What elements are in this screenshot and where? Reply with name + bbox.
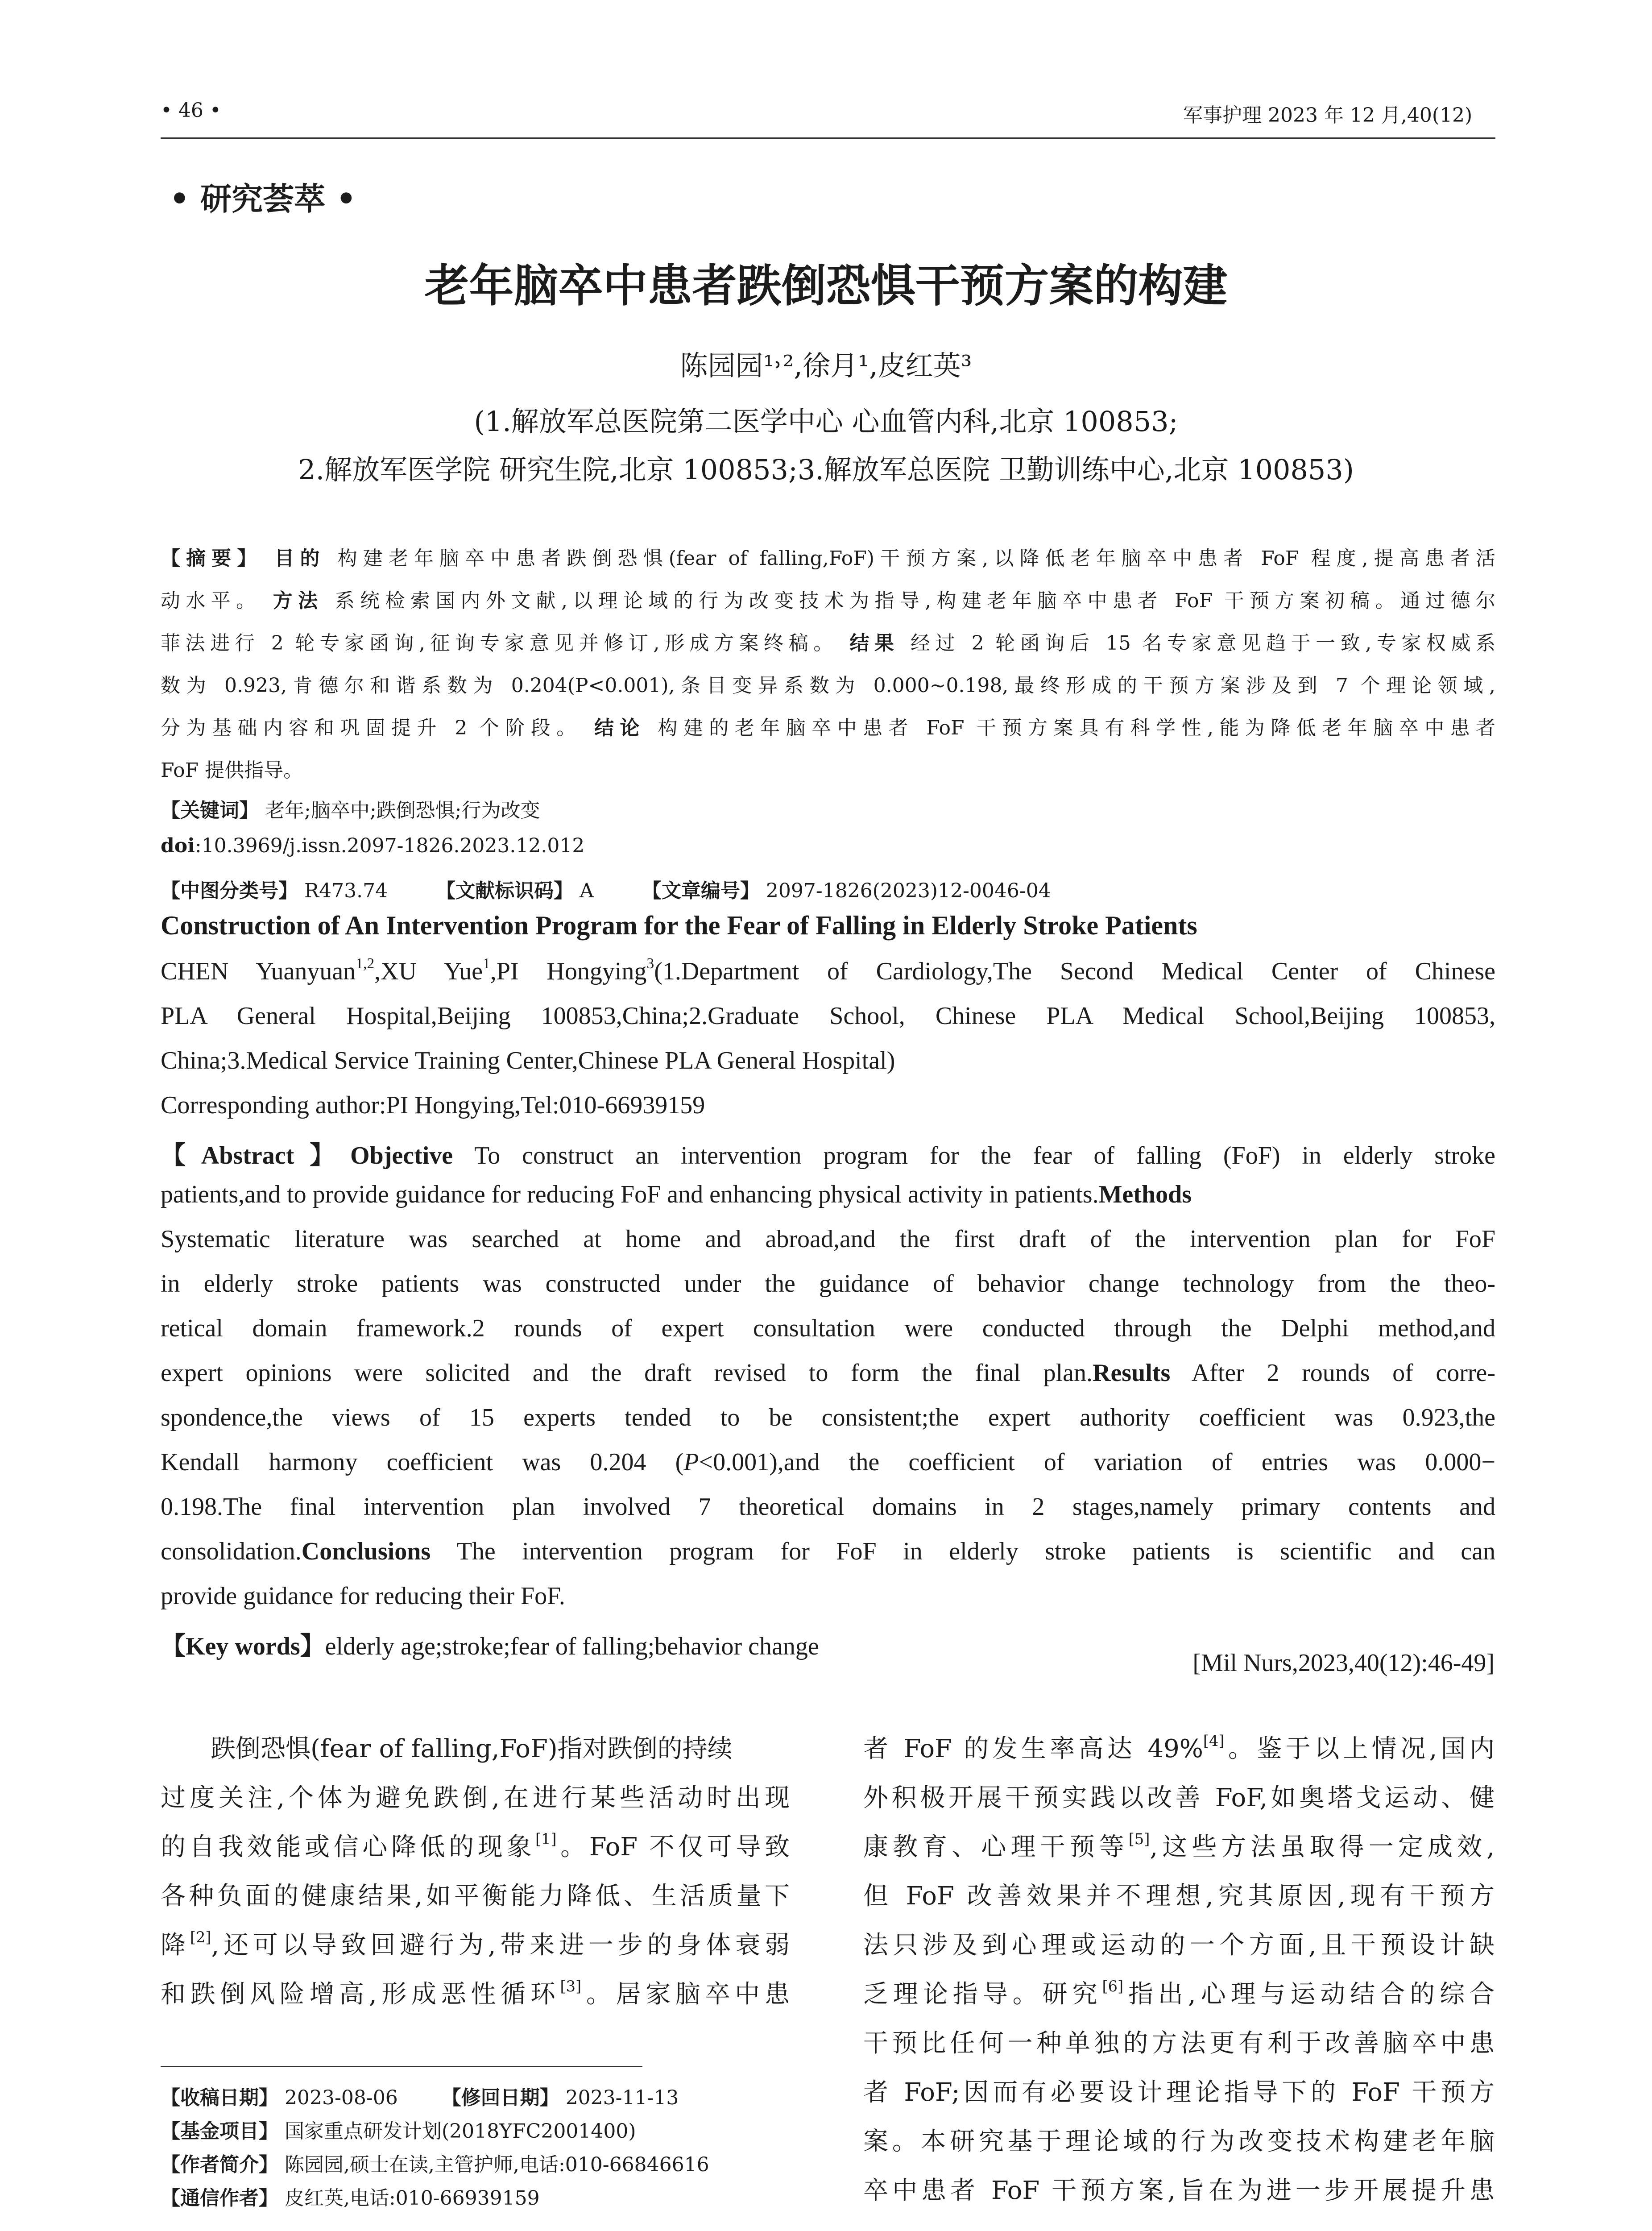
abstract-cn-objective-label: 目的 <box>274 547 326 570</box>
doc-code-label: 【文献标识码】 <box>436 879 574 902</box>
abstract-en-text: P <box>683 1448 699 1476</box>
footnote-value: 国家重点研发计划(2018YFC2001400) <box>285 2120 636 2143</box>
abstract-cn-text: 菲法进行 2 轮专家函询,征询专家意见并修订,形成方案终稿。 <box>161 632 838 655</box>
abstract-en-conclusions-label: Conclusions <box>301 1538 431 1565</box>
body-text: 。鉴于以上情况,国内 <box>1224 1734 1495 1763</box>
footnote-received <box>161 2082 679 2110</box>
footnote-value: 2023-11-13 <box>565 2086 679 2109</box>
body-paragraph-line <box>161 1925 790 1961</box>
body-paragraph-line: 过度关注,个体为避免跌倒,在进行某些活动时出现 <box>161 1783 790 1812</box>
doi <box>161 834 1495 857</box>
body-text: 和跌倒风险增高,形成恶性循环 <box>161 1980 560 2009</box>
affiliation-en-line: PLA General Hospital,Beijing 100853,China;2.Graduate School, Chinese PLA Medical School,Beijing 100853, <box>161 1002 1495 1030</box>
body-text: 降 <box>161 1931 190 1960</box>
author-superscript: 3 <box>646 955 654 972</box>
footnote-rule <box>161 2066 642 2067</box>
footnote-label: 【修回日期】 <box>441 2086 559 2109</box>
keywords-en-text: elderly age;stroke;fear of falling;behavior change <box>325 1633 819 1660</box>
article-title-en: Construction of An Intervention Program for the Fear of Falling in Elderly Stroke Patients <box>161 911 1197 940</box>
body-paragraph-line <box>161 1974 790 2010</box>
body-paragraph-line: 干预比任何一种单独的方法更有利于改善脑卒中患 <box>863 2029 1495 2058</box>
abstract-en-text: Kendall harmony coefficient was 0.204 ( <box>161 1448 684 1476</box>
footnote-value: 2023-08-06 <box>285 2086 398 2109</box>
body-paragraph-line <box>863 1729 1495 1765</box>
footnote-value: 陈园园,硕士在读,主管护师,电话:010-66846616 <box>285 2153 709 2176</box>
body-paragraph-line: 者 FoF;因而有必要设计理论指导下的 FoF 干预方 <box>863 2078 1495 2107</box>
abstract-en-line: spondence,the views of 15 experts tended to be consistent;the expert authority coefficient was 0.923,the <box>161 1404 1495 1431</box>
abstract-en-line: 0.198.The final intervention plan involved 7 theoretical domains in 2 stages,namely primary contents and <box>161 1493 1495 1521</box>
affiliation-cn-line-2: 2.解放军医学院 研究生院,北京 100853;3.解放军总医院 卫勤训练中心,北京 100853) <box>298 453 1354 486</box>
body-text: 者 FoF 的发生率高达 49% <box>863 1734 1203 1763</box>
doi-text: :10.3969/j.issn.2097-1826.2023.12.012 <box>195 834 585 857</box>
keywords-en-label: 【Key words】 <box>161 1633 325 1660</box>
citation-ref: [6] <box>1102 1978 1124 1995</box>
abstract-en-text: expert opinions were solicited and the draft revised to form the final plan. <box>161 1359 1093 1387</box>
article-number-label: 【文章编号】 <box>642 879 760 902</box>
body-text: 乏理论指导。研究 <box>863 1980 1102 2009</box>
abstract-en-line: in elderly stroke patients was constructed under the guidance of behavior change technology from the theo- <box>161 1270 1495 1298</box>
abstract-cn-text: 分为基础内容和巩固提升 2 个阶段。 <box>161 717 582 739</box>
keywords-cn-label: 【关键词】 <box>161 799 259 822</box>
abstract-cn-text: 构建老年脑卒中患者跌倒恐惧(fear of falling,FoF)干预方案,以降低老年脑卒中患者 FoF 程度,提高患者活 <box>337 547 1496 570</box>
abstract-cn-line: FoF 提供指导。 <box>161 759 303 782</box>
body-paragraph-line: 案。本研究基于理论域的行为改变技术构建老年脑 <box>863 2127 1495 2156</box>
abstract-en-text: patients,and to provide guidance for reducing FoF and enhancing physical activity in patients. <box>161 1181 1099 1208</box>
footnote-label: 【通信作者】 <box>161 2187 278 2210</box>
abstract-en-line: Systematic literature was searched at home and abroad,and the first draft of the intervention plan for FoF <box>161 1225 1495 1253</box>
abstract-en-results-label: Results <box>1093 1359 1171 1387</box>
citation-ref: [3] <box>560 1978 582 1995</box>
body-text: 的自我效能或信心降低的现象 <box>161 1833 535 1862</box>
affiliation-cn-line-1: (1.解放军总医院第二医学中心 心血管内科,北京 100853; <box>474 405 1178 438</box>
body-text: 。居家脑卒中患 <box>581 1980 790 2009</box>
abstract-en-text: <0.001),and the coefficient of variation of entries was 0.000− <box>699 1448 1496 1476</box>
body-text: 。FoF 不仅可导致 <box>556 1833 790 1862</box>
abstract-cn-label: 【摘要】 <box>161 547 263 570</box>
body-paragraph-line: 跌倒恐惧(fear of falling,FoF)指对跌倒的持续 <box>211 1734 733 1763</box>
keywords-cn-text: 老年;脑卒中;跌倒恐惧;行为改变 <box>265 799 540 822</box>
abstract-en-label: 【Abstract】 <box>161 1142 350 1169</box>
clc-value: R473.74 <box>304 879 388 902</box>
abstract-cn-results-label: 结果 <box>849 632 899 655</box>
body-paragraph-line: 但 FoF 改善效果并不理想,究其原因,现有干预方 <box>863 1882 1495 1911</box>
abstract-en-line: retical domain framework.2 rounds of expert consultation were conducted through the Delphi method,and <box>161 1315 1495 1342</box>
abstract-cn-conclusion-label: 结论 <box>594 717 646 739</box>
abstract-en-text: To construct an intervention program for the fear of falling (FoF) in elderly stroke <box>474 1142 1496 1169</box>
abstract-cn-text: 动水平。 <box>161 589 261 612</box>
author-name: CHEN Yuanyuan <box>161 958 356 985</box>
footnote-author <box>161 2148 709 2177</box>
abstract-en-line <box>161 1180 1495 1209</box>
abstract-cn-text: 经过 2 轮函询后 15 名专家意见趋于一致,专家权威系 <box>910 632 1495 655</box>
section-label: • 研究荟萃 • <box>170 181 356 217</box>
abstract-en-text: After 2 rounds of corre- <box>1191 1359 1495 1387</box>
body-paragraph-line <box>161 1827 790 1863</box>
abstract-en-text: The intervention program for FoF in elderly stroke patients is scientific and can <box>456 1538 1495 1565</box>
body-text: 指出,心理与运动结合的综合 <box>1123 1980 1495 2009</box>
abstract-cn-line: 数为 0.923,肯德尔和谐系数为 0.204(P<0.001),条目变异系数为 0.000~0.198,最终形成的干预方案涉及到 7 个理论领域, <box>161 674 1495 697</box>
footnote-corresponding <box>161 2182 540 2210</box>
abstract-cn-line <box>161 712 1495 740</box>
article-number-value: 2097-1826(2023)12-0046-04 <box>766 879 1051 902</box>
abstract-cn-line <box>161 542 1495 571</box>
page-number: • 46 • <box>161 99 221 122</box>
footnote-label: 【基金项目】 <box>161 2120 278 2143</box>
corresponding-author-en: Corresponding author:PI Hongying,Tel:010-66939159 <box>161 1091 705 1119</box>
author-superscript: 1,2 <box>356 955 375 972</box>
abstract-en-text: consolidation. <box>161 1538 302 1565</box>
author-name: ,XU Yue <box>374 958 483 985</box>
body-paragraph-line <box>863 1827 1495 1863</box>
citation-ref: [2] <box>190 1928 211 1946</box>
abstract-en-line <box>161 1537 1495 1566</box>
citation-ref: [1] <box>535 1830 557 1848</box>
clc-label: 【中图分类号】 <box>161 879 298 902</box>
body-text: ,这些方法虽取得一定成效, <box>1150 1833 1495 1862</box>
abstract-en-line <box>161 1448 1495 1476</box>
header-rule <box>161 137 1495 139</box>
journal-header: 军事护理 2023 年 12 月,40(12) <box>1183 104 1473 127</box>
footnote-label: 【收稿日期】 <box>161 2086 278 2109</box>
abstract-en-methods-label: Methods <box>1098 1181 1192 1208</box>
body-paragraph-line: 法只涉及到心理或运动的一个方面,且干预设计缺 <box>863 1931 1495 1960</box>
affiliation-en: (1.Department of Cardiology,The Second Medical Center of Chinese <box>654 958 1495 985</box>
classification <box>161 875 1495 903</box>
doc-code-value: A <box>580 879 594 902</box>
authors-en-line <box>161 957 1495 986</box>
body-paragraph-line <box>863 1974 1495 2010</box>
abstract-en-line: provide guidance for reducing their FoF. <box>161 1582 565 1610</box>
body-text: 康教育、心理干预等 <box>863 1833 1129 1862</box>
abstract-cn-text: 系统检索国内外文献,以理论域的行为改变技术为指导,构建老年脑卒中患者 FoF 干预方案初稿。通过德尔 <box>335 589 1495 612</box>
abstract-cn-line <box>161 585 1495 613</box>
abstract-en-line <box>161 1359 1495 1387</box>
body-paragraph-line: 外积极开展干预实践以改善 FoF,如奥塔戈运动、健 <box>863 1783 1495 1812</box>
doi-label: doi <box>161 834 195 857</box>
citation-ref: [5] <box>1128 1830 1150 1848</box>
abstract-en-line <box>161 1136 1495 1171</box>
body-paragraph-line: 卒中患者 FoF 干预方案,旨在为进一步开展提升患 <box>863 2176 1495 2205</box>
footnote-fund <box>161 2115 636 2144</box>
body-text: ,还可以导致回避行为,带来进一步的身体衰弱 <box>211 1931 790 1960</box>
abstract-cn-methods-label: 方法 <box>273 589 323 612</box>
affiliation-en-line: China;3.Medical Service Training Center,Chinese PLA General Hospital) <box>161 1047 895 1074</box>
citation-en: [Mil Nurs,2023,40(12):46-49] <box>1192 1649 1495 1677</box>
footnote-value: 皮红英,电话:010-66939159 <box>285 2187 540 2210</box>
abstract-en-objective-label: Objective <box>350 1142 453 1169</box>
keywords-cn <box>161 794 1495 823</box>
author-superscript: 1 <box>482 955 490 972</box>
abstract-cn-line <box>161 627 1495 655</box>
body-paragraph-line: 各种负面的健康结果,如平衡能力降低、生活质量下 <box>161 1882 790 1911</box>
citation-ref: [4] <box>1203 1732 1225 1750</box>
abstract-cn-text: 构建的老年脑卒中患者 FoF 干预方案具有科学性,能为降低老年脑卒中患者 <box>658 717 1495 739</box>
authors-cn: 陈园园¹˒²,徐月¹,皮红英³ <box>680 349 972 382</box>
footnote-label: 【作者简介】 <box>161 2153 278 2176</box>
author-name: ,PI Hongying <box>490 958 647 985</box>
article-title-cn: 老年脑卒中患者跌倒恐惧干预方案的构建 <box>424 260 1228 312</box>
